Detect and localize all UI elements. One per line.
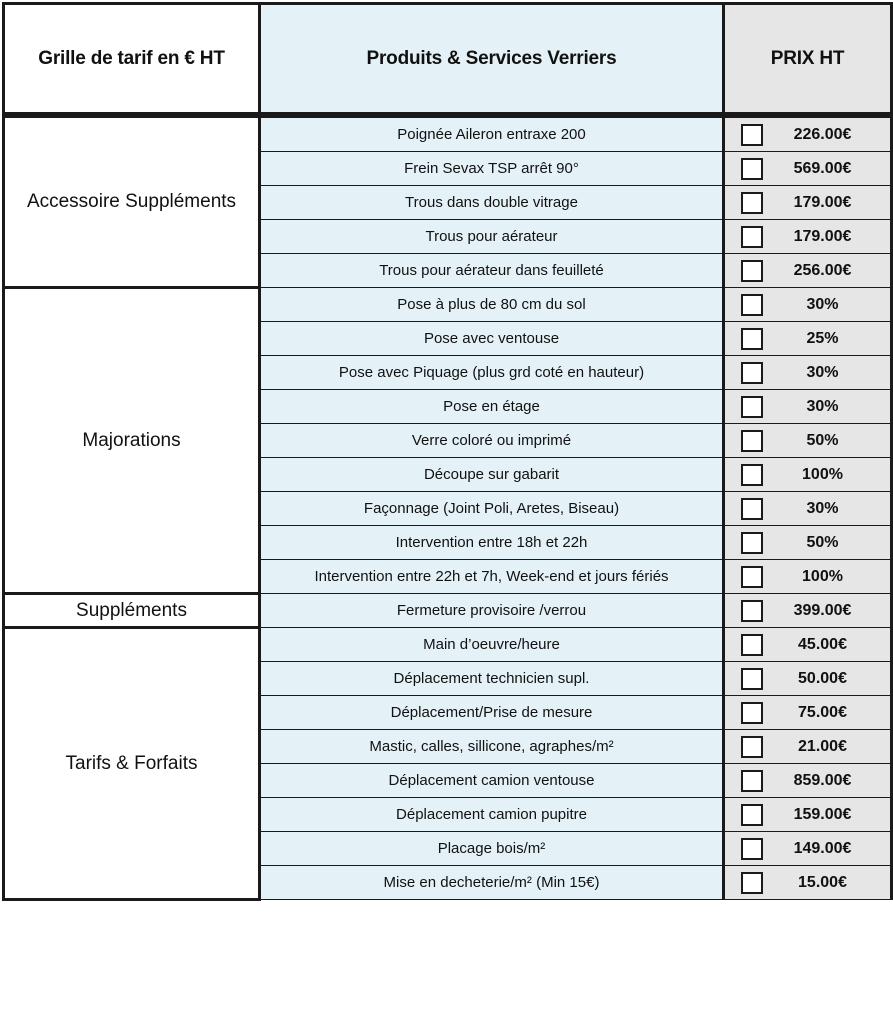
group-label: Majorations bbox=[4, 288, 260, 594]
price-value: 30% bbox=[806, 397, 839, 415]
price-cell bbox=[724, 254, 892, 288]
price-value: 50% bbox=[806, 431, 839, 449]
header-row bbox=[4, 4, 892, 116]
price-cell-content bbox=[725, 390, 890, 423]
price-cell bbox=[724, 356, 892, 390]
price-cell bbox=[724, 662, 892, 696]
select-checkbox[interactable] bbox=[741, 192, 763, 214]
price-value: 30% bbox=[806, 499, 839, 517]
product-name: Découpe sur gabarit bbox=[260, 458, 724, 492]
select-checkbox[interactable] bbox=[741, 702, 763, 724]
price-value: 179.00€ bbox=[793, 193, 852, 211]
product-name: Façonnage (Joint Poli, Aretes, Biseau) bbox=[260, 492, 724, 526]
price-cell bbox=[724, 424, 892, 458]
price-cell bbox=[724, 220, 892, 254]
price-cell bbox=[724, 152, 892, 186]
product-name: Poignée Aileron entraxe 200 bbox=[260, 115, 724, 152]
price-value: 149.00€ bbox=[793, 839, 852, 857]
product-name: Pose avec ventouse bbox=[260, 322, 724, 356]
select-checkbox[interactable] bbox=[741, 600, 763, 622]
price-value: 15.00€ bbox=[798, 873, 847, 891]
price-value: 50.00€ bbox=[798, 669, 847, 687]
product-name: Trous pour aérateur bbox=[260, 220, 724, 254]
product-name: Pose avec Piquage (plus grd coté en hauteur) bbox=[260, 356, 724, 390]
price-cell bbox=[724, 764, 892, 798]
header-price: PRIX HT bbox=[724, 4, 892, 116]
price-cell-content bbox=[725, 662, 890, 695]
price-cell-content bbox=[725, 526, 890, 559]
header-products-services: Produits & Services Verriers bbox=[260, 4, 724, 116]
product-name: Mastic, calles, sillicone, agraphes/m² bbox=[260, 730, 724, 764]
select-checkbox[interactable] bbox=[741, 668, 763, 690]
select-checkbox[interactable] bbox=[741, 464, 763, 486]
price-table-body bbox=[4, 115, 892, 900]
price-cell bbox=[724, 492, 892, 526]
header-tariff-grid: Grille de tarif en € HT bbox=[4, 4, 260, 116]
price-cell bbox=[724, 115, 892, 152]
price-cell-content bbox=[725, 628, 890, 661]
price-cell bbox=[724, 628, 892, 662]
price-cell-content bbox=[725, 492, 890, 525]
price-cell bbox=[724, 526, 892, 560]
product-name: Pose en étage bbox=[260, 390, 724, 424]
table-row bbox=[4, 628, 892, 662]
select-checkbox[interactable] bbox=[741, 804, 763, 826]
price-value: 50% bbox=[806, 533, 839, 551]
price-value: 256.00€ bbox=[793, 261, 852, 279]
price-cell-content bbox=[725, 220, 890, 253]
product-name: Déplacement camion pupitre bbox=[260, 798, 724, 832]
table-row bbox=[4, 594, 892, 628]
product-name: Verre coloré ou imprimé bbox=[260, 424, 724, 458]
price-cell-content bbox=[725, 798, 890, 831]
select-checkbox[interactable] bbox=[741, 532, 763, 554]
price-cell-content bbox=[725, 764, 890, 797]
product-name: Trous pour aérateur dans feuilleté bbox=[260, 254, 724, 288]
select-checkbox[interactable] bbox=[741, 294, 763, 316]
price-cell bbox=[724, 322, 892, 356]
price-value: 75.00€ bbox=[798, 703, 847, 721]
price-cell-content bbox=[725, 696, 890, 729]
price-cell bbox=[724, 594, 892, 628]
select-checkbox[interactable] bbox=[741, 838, 763, 860]
price-cell-content bbox=[725, 866, 890, 899]
price-cell-content bbox=[725, 322, 890, 355]
price-cell-content bbox=[725, 356, 890, 389]
product-name: Déplacement camion ventouse bbox=[260, 764, 724, 798]
price-cell-content bbox=[725, 832, 890, 865]
select-checkbox[interactable] bbox=[741, 260, 763, 282]
product-name: Pose à plus de 80 cm du sol bbox=[260, 288, 724, 322]
select-checkbox[interactable] bbox=[741, 770, 763, 792]
price-value: 21.00€ bbox=[798, 737, 847, 755]
product-name: Intervention entre 22h et 7h, Week-end et jours fériés bbox=[260, 560, 724, 594]
price-value: 399.00€ bbox=[793, 601, 852, 619]
price-value: 859.00€ bbox=[793, 771, 852, 789]
price-cell bbox=[724, 798, 892, 832]
price-cell-content bbox=[725, 288, 890, 321]
product-name: Trous dans double vitrage bbox=[260, 186, 724, 220]
select-checkbox[interactable] bbox=[741, 498, 763, 520]
select-checkbox[interactable] bbox=[741, 634, 763, 656]
price-cell-content bbox=[725, 186, 890, 219]
price-value: 30% bbox=[806, 295, 839, 313]
price-cell-content bbox=[725, 594, 890, 627]
price-cell-content bbox=[725, 458, 890, 491]
select-checkbox[interactable] bbox=[741, 362, 763, 384]
price-cell bbox=[724, 186, 892, 220]
price-cell-content bbox=[725, 424, 890, 457]
select-checkbox[interactable] bbox=[741, 226, 763, 248]
select-checkbox[interactable] bbox=[741, 124, 763, 146]
product-name: Frein Sevax TSP arrêt 90° bbox=[260, 152, 724, 186]
group-label: Accessoire Suppléments bbox=[4, 115, 260, 288]
price-cell bbox=[724, 288, 892, 322]
price-cell bbox=[724, 832, 892, 866]
price-value: 226.00€ bbox=[793, 125, 852, 143]
price-value: 45.00€ bbox=[798, 635, 847, 653]
price-cell-content bbox=[725, 118, 890, 151]
price-cell bbox=[724, 390, 892, 424]
price-value: 179.00€ bbox=[793, 227, 852, 245]
price-value: 569.00€ bbox=[793, 159, 852, 177]
select-checkbox[interactable] bbox=[741, 328, 763, 350]
price-value: 25% bbox=[806, 329, 839, 347]
group-label: Suppléments bbox=[4, 594, 260, 628]
select-checkbox[interactable] bbox=[741, 736, 763, 758]
price-value: 159.00€ bbox=[793, 805, 852, 823]
product-name: Fermeture provisoire /verrou bbox=[260, 594, 724, 628]
price-cell-content bbox=[725, 152, 890, 185]
price-cell-content bbox=[725, 730, 890, 763]
product-name: Intervention entre 18h et 22h bbox=[260, 526, 724, 560]
price-cell bbox=[724, 730, 892, 764]
product-name: Déplacement technicien supl. bbox=[260, 662, 724, 696]
select-checkbox[interactable] bbox=[741, 158, 763, 180]
product-name: Placage bois/m² bbox=[260, 832, 724, 866]
product-name: Mise en decheterie/m² (Min 15€) bbox=[260, 866, 724, 900]
group-label: Tarifs & Forfaits bbox=[4, 628, 260, 900]
select-checkbox[interactable] bbox=[741, 430, 763, 452]
product-name: Main d’oeuvre/heure bbox=[260, 628, 724, 662]
price-cell bbox=[724, 560, 892, 594]
select-checkbox[interactable] bbox=[741, 566, 763, 588]
select-checkbox[interactable] bbox=[741, 396, 763, 418]
price-cell-content bbox=[725, 254, 890, 287]
price-value: 100% bbox=[802, 567, 843, 585]
price-cell bbox=[724, 696, 892, 730]
product-name: Déplacement/Prise de mesure bbox=[260, 696, 724, 730]
price-cell bbox=[724, 866, 892, 900]
price-value: 30% bbox=[806, 363, 839, 381]
price-cell-content bbox=[725, 560, 890, 593]
table-row bbox=[4, 115, 892, 152]
price-table bbox=[2, 2, 893, 901]
select-checkbox[interactable] bbox=[741, 872, 763, 894]
price-value: 100% bbox=[802, 465, 843, 483]
table-row bbox=[4, 288, 892, 322]
price-cell bbox=[724, 458, 892, 492]
